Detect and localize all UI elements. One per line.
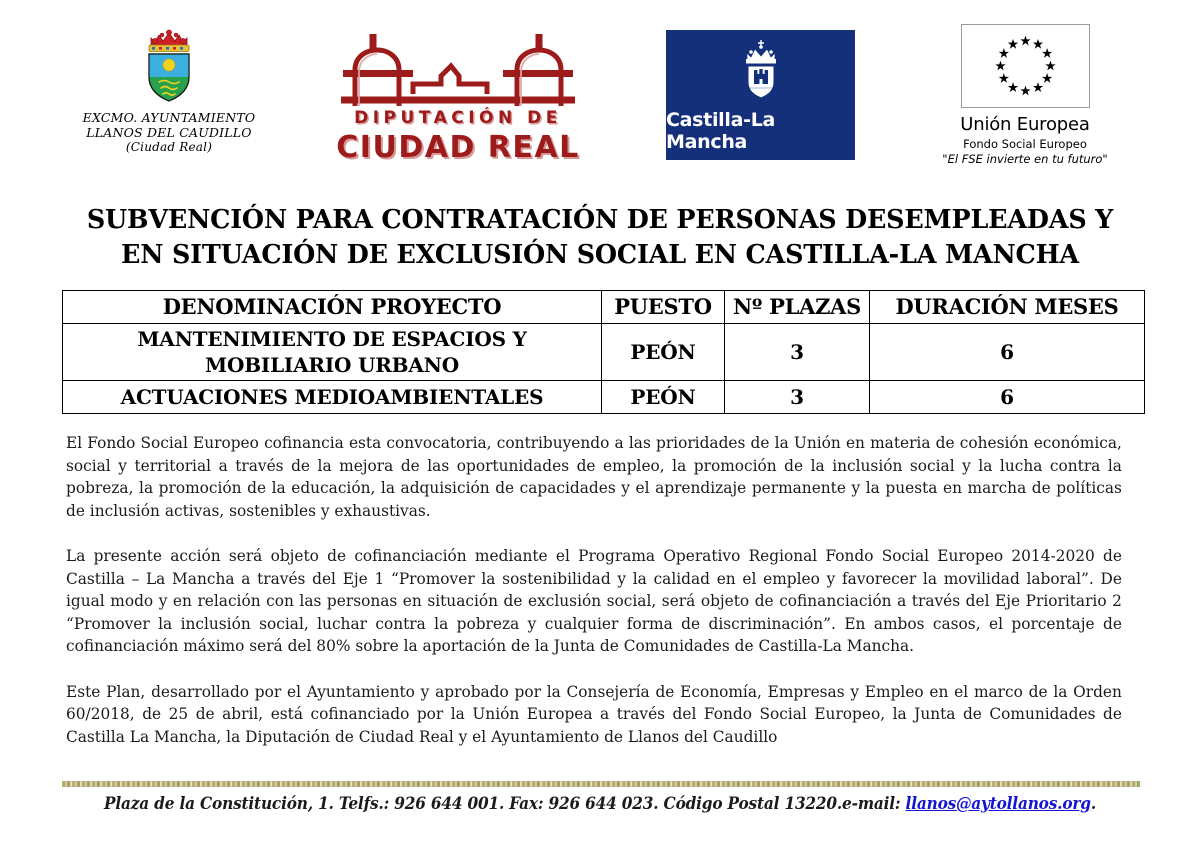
footer-contact-info bbox=[98, 794, 1102, 813]
paragraph-programa-operativo: La presente acción será objeto de cofinanciación mediante el Programa Operativo Regional Fondo Social Europeo 2014-2020 de Castilla – La Mancha a través del Eje 1 “Promover la sostenibilidad y la calidad en el empleo y favorecer la movilidad laboral”. De igual modo y en relación con las personas en situación de exclusión social, será objeto de cofinanciación a través del Eje Prioritario 2 “Promover la inclusión social, luchar contra la pobreza y cualquier forma de discriminación”. En ambos casos, el porcentaje de cofinanciación máximo será del 80% sobre la aportación de la Junta de Comunidades de Castilla-La Mancha. bbox=[66, 547, 1122, 655]
eu-stars-flag-icon bbox=[961, 24, 1090, 108]
table-header-row bbox=[63, 291, 1145, 324]
ayuntamiento-line3: (Ciudad Real) bbox=[125, 140, 213, 154]
column-header-duration: DURACIÓN MESES bbox=[870, 291, 1145, 324]
diputacion-line1: DIPUTACIÓN DE bbox=[354, 108, 562, 128]
cell-project-line2: MOBILIARIO URBANO bbox=[205, 353, 459, 377]
union-europea-title: Unión Europea bbox=[960, 114, 1090, 135]
footer-address-text: Plaza de la Constitución, 1. Telfs.: 926 644 001. Fax: 926 644 023. Código Postal 13220.e-mail: bbox=[103, 794, 906, 813]
page-title-line1: SUBVENCIÓN PARA CONTRATACIÓN DE PERSONAS DESEMPLEADAS Y bbox=[86, 204, 1114, 235]
footer-email-link[interactable]: llanos@aytollanos.org bbox=[905, 794, 1091, 813]
paragraph-fse-cofinancia: El Fondo Social Europeo cofinancia esta convocatoria, contribuyendo a las prioridades de la Unión en materia de cohesión económica, social y territorial a través de la mejora de las oportunidades de empleo, la promoción de la inclusión social y la lucha contra la pobreza, la promoción de la educación, la adquisición de capacidades y el aprendizaje permanente y la puesta en marcha de políticas de inclusión activas, sostenibles y exhaustivas. bbox=[66, 434, 1122, 520]
cell-project bbox=[63, 324, 602, 381]
projects-table bbox=[62, 290, 1145, 414]
footer-trailing-period: . bbox=[1090, 794, 1096, 813]
page-title-line2: EN SITUACIÓN DE EXCLUSIÓN SOCIAL EN CASTILLA-LA MANCHA bbox=[121, 239, 1079, 270]
paragraph-plan-ayuntamiento: Este Plan, desarrollado por el Ayuntamiento y aprobado por la Consejería de Economía, Empresas y Empleo en el marco de la Orden 60/2018, de 25 de abril, está cofinanciado por la Unión Europea a través del Fondo Social Europeo, la Junta de Comunidades de Castilla La Mancha, la Diputación de Ciudad Real y el Ayuntamiento de Llanos del Caudillo bbox=[66, 682, 1122, 746]
cell-places: 3 bbox=[725, 324, 870, 381]
diputacion-line2: CIUDAD REAL bbox=[336, 130, 580, 165]
ayuntamiento-logo bbox=[56, 24, 282, 155]
cell-position: PEÓN bbox=[602, 381, 725, 414]
page-title bbox=[82, 202, 1119, 272]
cell-position: PEÓN bbox=[602, 324, 725, 381]
cell-project-line1: MANTENIMIENTO DE ESPACIOS Y bbox=[137, 327, 527, 351]
table-row bbox=[63, 324, 1145, 381]
column-header-project: DENOMINACIÓN PROYECTO bbox=[63, 291, 602, 324]
logo-header-band bbox=[0, 0, 1200, 186]
union-europea-quote: "El FSE invierte en tu futuro" bbox=[942, 152, 1108, 166]
column-header-position: PUESTO bbox=[602, 291, 725, 324]
document-body bbox=[66, 432, 1138, 748]
union-europea-subtitle: Fondo Social Europeo bbox=[963, 137, 1087, 151]
projects-table-wrapper bbox=[62, 290, 1140, 414]
cell-project: ACTUACIONES MEDIOAMBIENTALES bbox=[63, 381, 602, 414]
ayuntamiento-line1: EXCMO. AYUNTAMIENTO bbox=[82, 110, 256, 125]
cell-places: 3 bbox=[725, 381, 870, 414]
cell-duration: 6 bbox=[870, 324, 1145, 381]
union-europea-logo bbox=[930, 24, 1120, 166]
cell-duration: 6 bbox=[870, 381, 1145, 414]
column-header-places: Nº PLAZAS bbox=[725, 291, 870, 324]
footer-decorative-rule bbox=[62, 781, 1140, 787]
castilla-la-mancha-logo bbox=[666, 30, 855, 160]
table-row bbox=[63, 381, 1145, 414]
ayuntamiento-line2: LLANOS DEL CAUDILLO bbox=[86, 125, 252, 140]
palace-building-outline-icon bbox=[333, 30, 583, 115]
castilla-la-mancha-label: Castilla-La Mancha bbox=[666, 108, 776, 153]
coat-of-arms-shield-icon bbox=[137, 24, 201, 104]
castle-crown-emblem-icon bbox=[739, 38, 783, 105]
diputacion-logo bbox=[333, 30, 583, 165]
